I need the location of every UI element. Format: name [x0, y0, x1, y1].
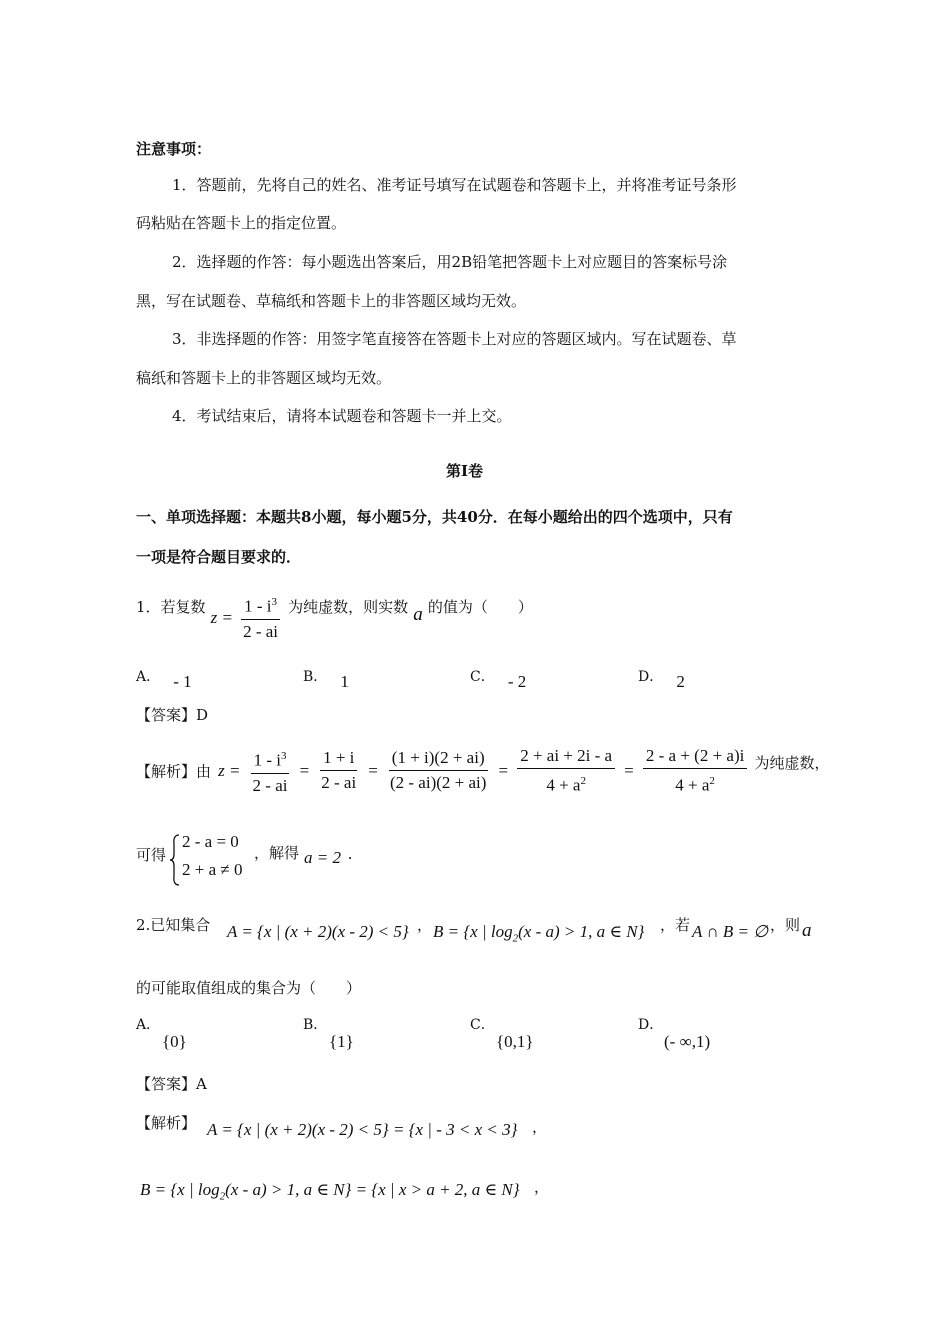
q1-eq-sign: = [498, 760, 509, 780]
q1-option-a-value: - 1 [173, 672, 192, 691]
q1-answer: 【答案】D [136, 706, 209, 724]
q1-cond-mid: ，解得 [254, 844, 300, 862]
q1-frac-4-exp: 2 [580, 775, 586, 787]
q2-option-d [638, 1014, 710, 1052]
q2-set-b [433, 922, 644, 944]
section-1-heading-line-1: 一、单项选择题：本题共8小题，每小题5分，共40分．在每小题给出的四个选项中，只有 [136, 508, 733, 526]
brace-icon [169, 834, 181, 886]
q1-option-b [303, 666, 349, 691]
q2-answer: 【答案】A [136, 1075, 207, 1093]
q1-var-a: a [413, 604, 423, 625]
q2-analysis-set-b-end: ， [534, 1178, 550, 1196]
section-1-heading-line-2: 一项是符合题目要求的． [136, 548, 302, 566]
q1-frac-4-num: 2 + ai + 2i - a [517, 746, 615, 769]
q1-analysis-suffix: 为纯虚数， [754, 754, 830, 773]
q2-set-b-sub: 2 [512, 932, 519, 945]
question-2-stem-line-2: 的可能取值组成的集合为（ ） [136, 979, 362, 997]
q2-set-a: A = {x | (x + 2)(x - 2) < 5} [227, 922, 409, 941]
q1-option-d-value: 2 [676, 672, 685, 691]
q1-analysis-equation [136, 746, 829, 796]
q2-option-c-label: C． [470, 1017, 495, 1033]
q1-option-d [638, 666, 685, 691]
q1-option-b-value: 1 [340, 672, 349, 691]
q1-analysis-label: 【解析】由 [136, 762, 212, 781]
q1-frac-1-num: 1 - i [253, 750, 281, 770]
q2-option-c [470, 1014, 534, 1052]
q2-set-b-pre: B = {x | log [433, 922, 513, 941]
q1-analysis-frac-3 [387, 748, 489, 793]
q1-analysis-frac-2 [318, 748, 359, 793]
q1-option-a-label: A． [136, 669, 161, 685]
q1-analysis-frac-1 [250, 746, 291, 796]
q2-analysis-set-a: A = {x | (x + 2)(x - 2) < 5} = {x | - 3 < x < 3} [207, 1120, 518, 1139]
q2-analysis-b-pre: B = {x | log [140, 1180, 220, 1199]
notice-item-3-line-1: 3．非选择题的作答：用签字笔直接答在答题卡上对应的答题区域内。写在试题卷、草 [172, 330, 737, 348]
q1-mid-text: 为纯虚数，则实数 [288, 598, 409, 616]
q1-frac-5-exp: 2 [709, 775, 715, 787]
q1-cond-1: 2 - a = 0 [182, 832, 239, 851]
q1-frac-3-den: (2 - ai)(2 + ai) [389, 773, 487, 793]
q2-analysis-set-b [140, 1180, 520, 1202]
q1-option-b-label: B． [303, 669, 328, 685]
q1-eq-sign: = [299, 760, 310, 780]
q1-frac-2-num: 1 + i [320, 748, 357, 771]
q1-frac-3-num: (1 + i)(2 + ai) [389, 748, 488, 771]
q1-cond-result: a = 2 [304, 848, 341, 867]
q1-prefix: 1．若复数 [136, 598, 206, 616]
q2-comma-2: ，若 [660, 916, 691, 934]
q2-option-b-label: B． [303, 1017, 328, 1033]
q2-option-a-label: A． [136, 1017, 161, 1033]
q2-option-c-value: {0,1} [496, 1032, 534, 1051]
q2-set-b-post: (x - a) > 1, a ∈ N} [518, 922, 645, 941]
q1-denominator: 2 - ai [243, 621, 279, 641]
q1-frac-1-exp: 3 [280, 750, 287, 762]
q1-option-c-value: - 2 [507, 672, 527, 691]
q1-frac-2-den: 2 - ai [321, 773, 357, 793]
q2-option-b-value: {1} [329, 1032, 354, 1051]
part-title: 第Ⅰ卷 [446, 462, 484, 480]
q1-option-c [470, 666, 527, 691]
q2-condition: A ∩ B = ∅ [692, 922, 769, 941]
q1-analysis-frac-4 [517, 746, 615, 796]
q1-frac-4-den: 4 + a [546, 775, 581, 795]
q1-cond-2: 2 + a ≠ 0 [182, 860, 243, 879]
notice-item-1-line-2: 码粘贴在答题卡上的指定位置。 [136, 214, 347, 232]
notice-heading: 注意事项： [136, 140, 212, 158]
q2-analysis-b-post: (x - a) > 1, a ∈ N} = {x | x > a + 2, a ∈ N} [225, 1180, 520, 1199]
q1-z-lhs: z = [210, 608, 233, 627]
q1-option-a [136, 666, 192, 691]
q1-suffix: 的值为（ ） [427, 598, 533, 616]
q2-option-b [303, 1014, 354, 1052]
q1-option-c-label: C． [470, 669, 495, 685]
q1-numerator-exponent: 3 [271, 596, 277, 608]
q1-analysis-frac-5 [643, 746, 747, 796]
q2-analysis-b-sub: 2 [219, 1190, 226, 1203]
q1-cond-prefix: 可得 [136, 846, 167, 864]
q1-option-d-label: D． [638, 669, 664, 685]
question-1-stem [136, 592, 533, 642]
q2-option-d-label: D． [638, 1017, 664, 1033]
q1-eq-sign: = [624, 760, 634, 780]
q1-cond-end: . [348, 844, 353, 863]
q2-prefix: 2.已知集合 [136, 916, 211, 934]
notice-item-2-line-1: 2．选择题的作答：每小题选出答案后，用2B铅笔把答题卡上对应题目的答案标号涂 [172, 253, 728, 271]
q1-frac-5-den: 4 + a [675, 775, 710, 795]
q1-fraction [240, 592, 281, 642]
notice-item-2-line-2: 黑，写在试题卷、草稿纸和答题卡上的非答题区域均无效。 [136, 292, 527, 310]
q1-eq-sign: = [368, 760, 378, 780]
q1-frac-1-den: 2 - ai [252, 775, 288, 795]
q2-analysis-set-a-end: ， [532, 1118, 548, 1136]
q2-var-a: a [802, 920, 812, 941]
q1-frac-5-num: 2 - a + (2 + a)i [643, 746, 747, 769]
q2-option-a [136, 1014, 187, 1052]
question-2-stem-line-1 [136, 914, 210, 935]
q2-then: ，则 [770, 916, 801, 934]
q1-analysis-z: z = [218, 760, 241, 780]
notice-item-3-line-2: 稿纸和答题卡上的非答题区域均无效。 [136, 369, 392, 387]
q2-option-d-value: (- ∞,1) [664, 1032, 711, 1051]
q2-analysis-label: 【解析】 [136, 1114, 197, 1132]
q1-numerator: 1 - i [244, 596, 272, 616]
q2-comma-1: ， [417, 916, 433, 934]
notice-item-1-line-1: 1．答题前，先将自己的姓名、准考证号填写在试题卷和答题卡上，并将准考证号条形 [172, 176, 737, 194]
q2-option-a-value: {0} [162, 1032, 187, 1051]
notice-item-4: 4．考试结束后，请将本试题卷和答题卡一并上交。 [172, 407, 512, 425]
